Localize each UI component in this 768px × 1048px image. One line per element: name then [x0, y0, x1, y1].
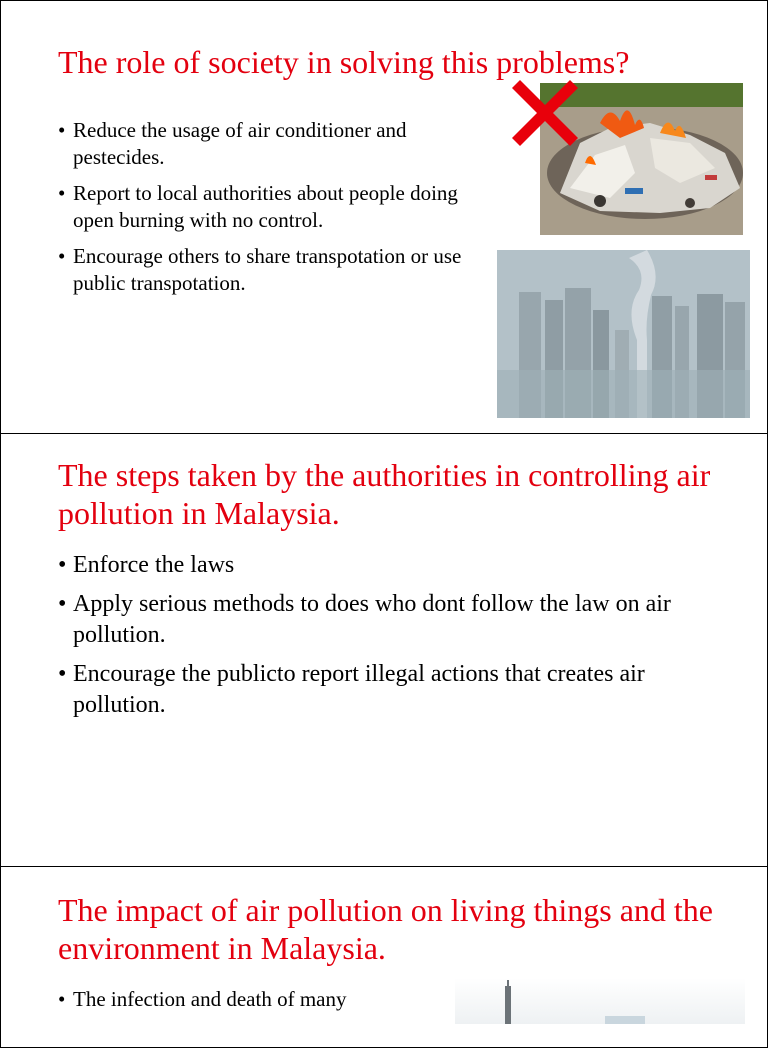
polluted-city-skyline-photo — [497, 250, 750, 418]
slide-3-bullet-list — [58, 986, 478, 1013]
slide-1-bullet: • Encourage others to share transpotation or use public transpotation. — [58, 243, 498, 297]
slide-1-bullet: • Report to local authorities about people doing open burning with no control. — [58, 180, 498, 234]
partial-photo — [455, 978, 745, 1024]
slide-1-title: The role of society in solving this problems? — [58, 44, 630, 80]
slide-3-title: The impact of air pollution on living things and the environment in Malaysia. — [58, 892, 713, 966]
slide-2-bullet: • Apply serious methods to does who dont follow the law on air pollution. — [58, 589, 708, 651]
polluted-city-illustration — [497, 250, 750, 418]
slide-3-bullet: • The infection and death of many — [58, 986, 478, 1013]
slide-2-bullet-list — [58, 550, 708, 729]
slide-1-bullet-list — [58, 117, 498, 306]
slide-2-bullet: • Encourage the publicto report illegal actions that creates air pollution. — [58, 659, 708, 721]
slide-1-bullet: • Reduce the usage of air conditioner and pestecides. — [58, 117, 498, 171]
red-x-icon — [510, 78, 580, 148]
slide-2-title: The steps taken by the authorities in controlling air pollution in Malaysia. — [58, 457, 711, 531]
slide-2-bullet: • Enforce the laws — [58, 550, 708, 581]
partial-photo-illustration — [455, 978, 745, 1024]
